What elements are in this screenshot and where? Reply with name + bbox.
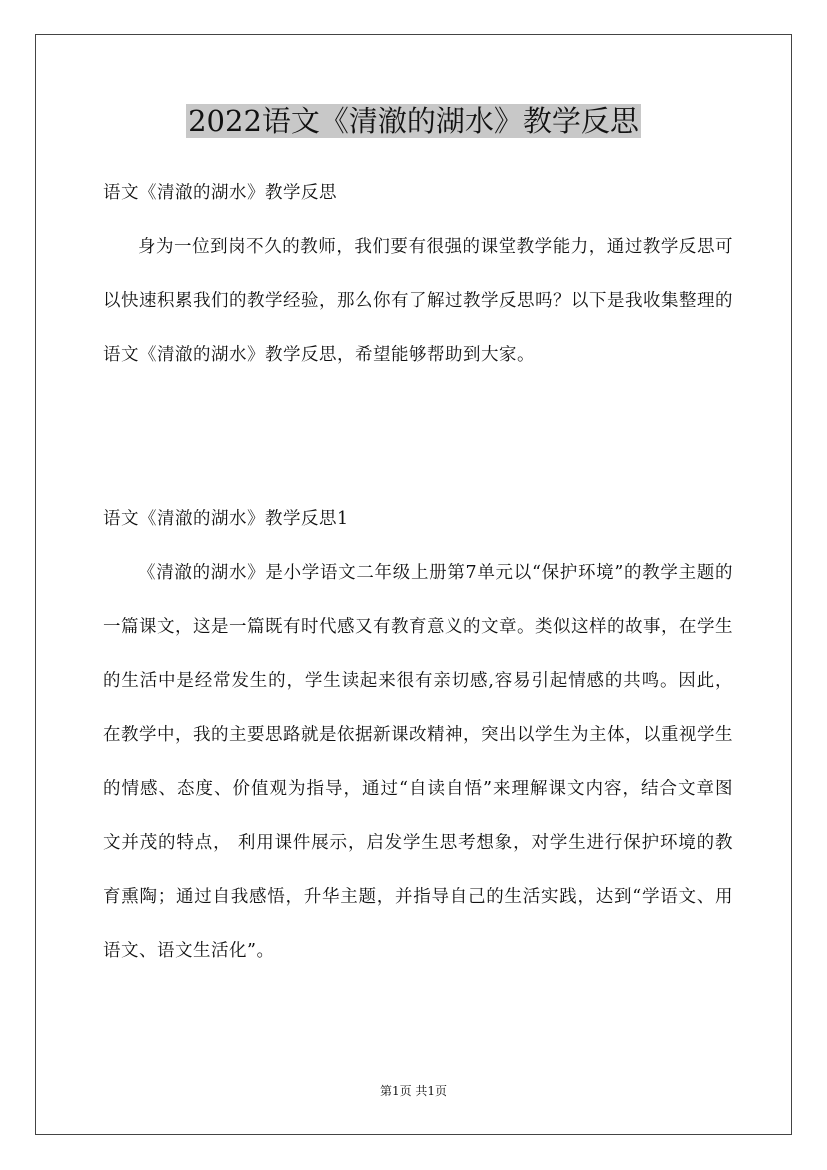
page-footer: 第1页 共1页 (379, 1084, 448, 1098)
intro-paragraph: 身为一位到岗不久的教师，我们要有很强的课堂教学能力，通过教学反思可以快速积累我们的教学经验，那么你有了解过教学反思吗？以下是我收集整理的语文《清澈的湖水》教学反思，希望能够帮助到大家。 (103, 237, 733, 365)
document-title (0, 100, 827, 142)
document-subtitle: 语文《清澈的湖水》教学反思 (103, 183, 337, 203)
document-title-text: 2022语文《清澈的湖水》教学反思 (188, 104, 639, 138)
section-body-paragraph: 《清澈的湖水》是小学语文二年级上册第7单元以“保护环境”的教学主题的一篇课文，这是一篇既有时代感又有教育意义的文章。类似这样的故事，在学生的生活中是经常发生的，学生读起来很有亲切感,容易引起情感的共鸣。因此，在教学中，我的主要思路就是依据新课改精神，突出以学生为主体，以重视学生的情感、态度、价值观为指导，通过“自读自悟”来理解课文内容，结合文章图文并茂的特点， 利用课件展示，启发学生思考想象，对学生进行保护环境的教育熏陶；通过自我感悟，升华主题，并指导自己的生活实践，达到“学语文、用语文、语文生活化”。 (103, 563, 733, 961)
section-body-block (103, 546, 733, 978)
intro-paragraph-block (103, 220, 733, 382)
section-heading: 语文《清澈的湖水》教学反思1 (103, 509, 349, 529)
